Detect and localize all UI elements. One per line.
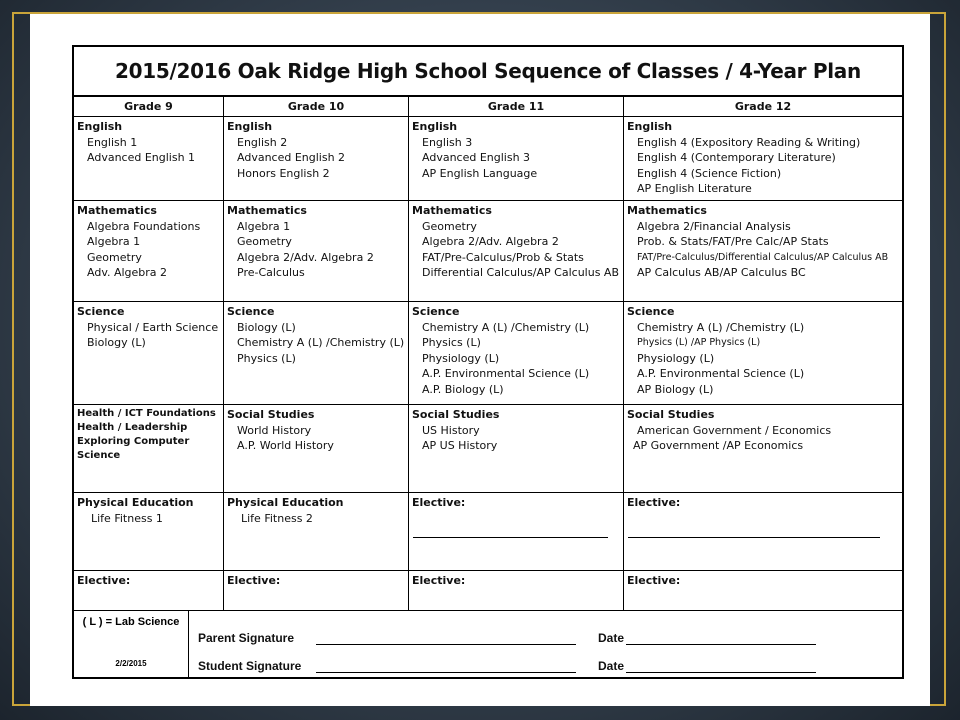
course-item: Algebra 1 xyxy=(237,219,291,233)
course-item: Adv. Algebra 2 xyxy=(87,266,168,279)
subject-label: Science xyxy=(627,305,675,318)
four-year-plan-document xyxy=(72,45,904,679)
health-option: Health / Leadership xyxy=(77,422,188,433)
social-grade-11 xyxy=(409,405,624,493)
course-item: Algebra 1 xyxy=(87,235,141,248)
course-item: Algebra 2/Adv. Algebra 2 xyxy=(422,235,559,248)
course-item: Differential Calculus/AP Calculus AB xyxy=(422,266,619,279)
elective-label: Elective: xyxy=(227,574,281,587)
subject-label: English xyxy=(227,120,273,133)
course-item: Geometry xyxy=(422,219,477,233)
pe-grade-10 xyxy=(224,493,409,571)
math-grade-10 xyxy=(224,201,409,302)
english-grade-9 xyxy=(74,117,224,201)
course-item: Geometry xyxy=(87,250,142,264)
course-item: A.P. Environmental Science (L) xyxy=(637,367,805,380)
subject-label: Mathematics xyxy=(627,204,707,217)
course-item: Chemistry A (L) /Chemistry (L) xyxy=(637,320,805,334)
course-item: A.P. Biology (L) xyxy=(422,382,504,396)
course-item: Chemistry A (L) /Chemistry (L) xyxy=(237,336,405,349)
course-item: AP English Language xyxy=(422,166,538,180)
course-item: AP Calculus AB/AP Calculus BC xyxy=(637,266,806,279)
course-item: AP Government /AP Economics xyxy=(633,439,804,452)
course-item: Prob. & Stats/FAT/Pre Calc/AP Stats xyxy=(637,235,829,248)
course-item: Honors English 2 xyxy=(237,166,330,180)
course-item: Life Fitness 1 xyxy=(91,511,163,525)
header-grade-10: Grade 10 xyxy=(224,97,409,117)
page-title: 2015/2016 Oak Ridge High School Sequence of Classes / 4-Year Plan xyxy=(74,47,902,97)
elective-grade-10 xyxy=(224,571,409,611)
course-item: AP Biology (L) xyxy=(637,382,714,396)
course-item: Biology (L) xyxy=(87,336,146,349)
header-grade-9: Grade 9 xyxy=(74,97,224,117)
lab-science-legend: ( L ) = Lab Science xyxy=(82,616,180,628)
science-grade-11 xyxy=(409,302,624,405)
course-item: Advanced English 1 xyxy=(87,151,196,164)
subject-label: Mathematics xyxy=(227,204,307,217)
elective-label: Elective: xyxy=(412,574,466,587)
parent-signature-line[interactable] xyxy=(316,631,576,645)
course-item: Chemistry A (L) /Chemistry (L) xyxy=(422,320,590,334)
math-grade-9 xyxy=(74,201,224,302)
course-item: American Government / Economics xyxy=(637,423,832,437)
subject-label: Science xyxy=(77,305,125,318)
course-item: AP US History xyxy=(422,439,498,452)
elective-grade-9 xyxy=(74,571,224,611)
subject-label: English xyxy=(412,120,458,133)
subject-label: Science xyxy=(412,305,460,318)
subject-label: English xyxy=(77,120,123,133)
subject-label: Physical Education xyxy=(227,496,344,509)
course-item: AP English Literature xyxy=(637,182,752,195)
elective-grade-12 xyxy=(624,571,902,611)
course-item: Physical / Earth Science xyxy=(87,320,219,334)
elective-label: Elective: xyxy=(627,496,681,509)
science-grade-10 xyxy=(224,302,409,405)
course-item: English 3 xyxy=(422,135,473,149)
course-item: Advanced English 2 xyxy=(237,151,346,164)
course-item: US History xyxy=(422,423,480,437)
elective-grade-11 xyxy=(409,571,624,611)
social-grade-12 xyxy=(624,405,902,493)
parent-signature-row xyxy=(198,629,816,645)
subject-label: Social Studies xyxy=(227,408,315,421)
subject-label: Mathematics xyxy=(412,204,492,217)
english-grade-12 xyxy=(624,117,902,201)
course-item: World History xyxy=(237,423,312,437)
course-item: Physics (L) xyxy=(422,336,481,349)
course-item: Algebra 2/Financial Analysis xyxy=(637,219,791,233)
subject-label: Physical Education xyxy=(77,496,194,509)
elective-label: Elective: xyxy=(412,496,466,509)
legend-box xyxy=(74,611,189,679)
subject-label: Social Studies xyxy=(412,408,500,421)
header-grade-12: Grade 12 xyxy=(624,97,902,117)
course-item: FAT/Pre-Calculus/Differential Calculus/AP Calculus AB xyxy=(637,251,889,263)
elective-write-in-line[interactable] xyxy=(413,537,608,538)
student-date-label: Date xyxy=(598,659,625,673)
course-item: English 4 (Expository Reading & Writing) xyxy=(637,135,861,149)
course-item: A.P. Environmental Science (L) xyxy=(422,367,590,380)
course-item: English 2 xyxy=(237,135,288,149)
subject-label: Social Studies xyxy=(627,408,715,421)
math-grade-12 xyxy=(624,201,902,302)
student-signature-row xyxy=(198,657,816,673)
subject-label: Mathematics xyxy=(77,204,157,217)
document-date: 2/2/2015 xyxy=(115,659,147,668)
course-item: Physiology (L) xyxy=(637,351,715,365)
parent-date-line[interactable] xyxy=(626,631,816,645)
health-option: Exploring Computer Science xyxy=(77,436,190,461)
plan-table xyxy=(74,97,902,611)
course-item: Physics (L) /AP Physics (L) xyxy=(637,337,761,348)
elective-label: Elective: xyxy=(627,574,681,587)
signature-footer xyxy=(74,611,902,679)
course-item: English 4 (Contemporary Literature) xyxy=(637,151,836,164)
student-signature-label: Student Signature xyxy=(198,659,302,673)
subject-label: English xyxy=(627,120,673,133)
course-item: Biology (L) xyxy=(237,320,296,334)
english-grade-11 xyxy=(409,117,624,201)
science-grade-9 xyxy=(74,302,224,405)
course-item: English 1 xyxy=(87,135,138,149)
course-item: English 4 (Science Fiction) xyxy=(637,166,782,180)
english-grade-10 xyxy=(224,117,409,201)
science-grade-12 xyxy=(624,302,902,405)
parent-signature-label: Parent Signature xyxy=(198,631,295,645)
course-item: Pre-Calculus xyxy=(237,266,305,279)
course-item: Physics (L) xyxy=(237,351,296,365)
health-option: Health / ICT Foundations xyxy=(77,408,216,419)
course-item: Geometry xyxy=(237,235,292,248)
elective-grade-11-upper xyxy=(409,493,624,571)
pe-grade-9 xyxy=(74,493,224,571)
course-item: A.P. World History xyxy=(237,439,334,452)
course-item: Algebra 2/Adv. Algebra 2 xyxy=(237,250,374,264)
student-date-line[interactable] xyxy=(626,659,816,673)
subject-label: Science xyxy=(227,305,275,318)
header-grade-11: Grade 11 xyxy=(409,97,624,117)
course-item: FAT/Pre-Calculus/Prob & Stats xyxy=(422,250,584,264)
social-grade-10 xyxy=(224,405,409,493)
course-item: Algebra Foundations xyxy=(87,219,201,233)
course-item: Physiology (L) xyxy=(422,351,500,365)
elective-grade-12-upper xyxy=(624,493,902,571)
student-signature-line[interactable] xyxy=(316,659,576,673)
course-item: Advanced English 3 xyxy=(422,151,531,164)
course-item: Life Fitness 2 xyxy=(241,511,313,525)
health-grade-9 xyxy=(74,405,224,493)
elective-label: Elective: xyxy=(77,574,131,587)
math-grade-11 xyxy=(409,201,624,302)
parent-date-label: Date xyxy=(598,631,625,645)
elective-write-in-line[interactable] xyxy=(628,537,880,538)
